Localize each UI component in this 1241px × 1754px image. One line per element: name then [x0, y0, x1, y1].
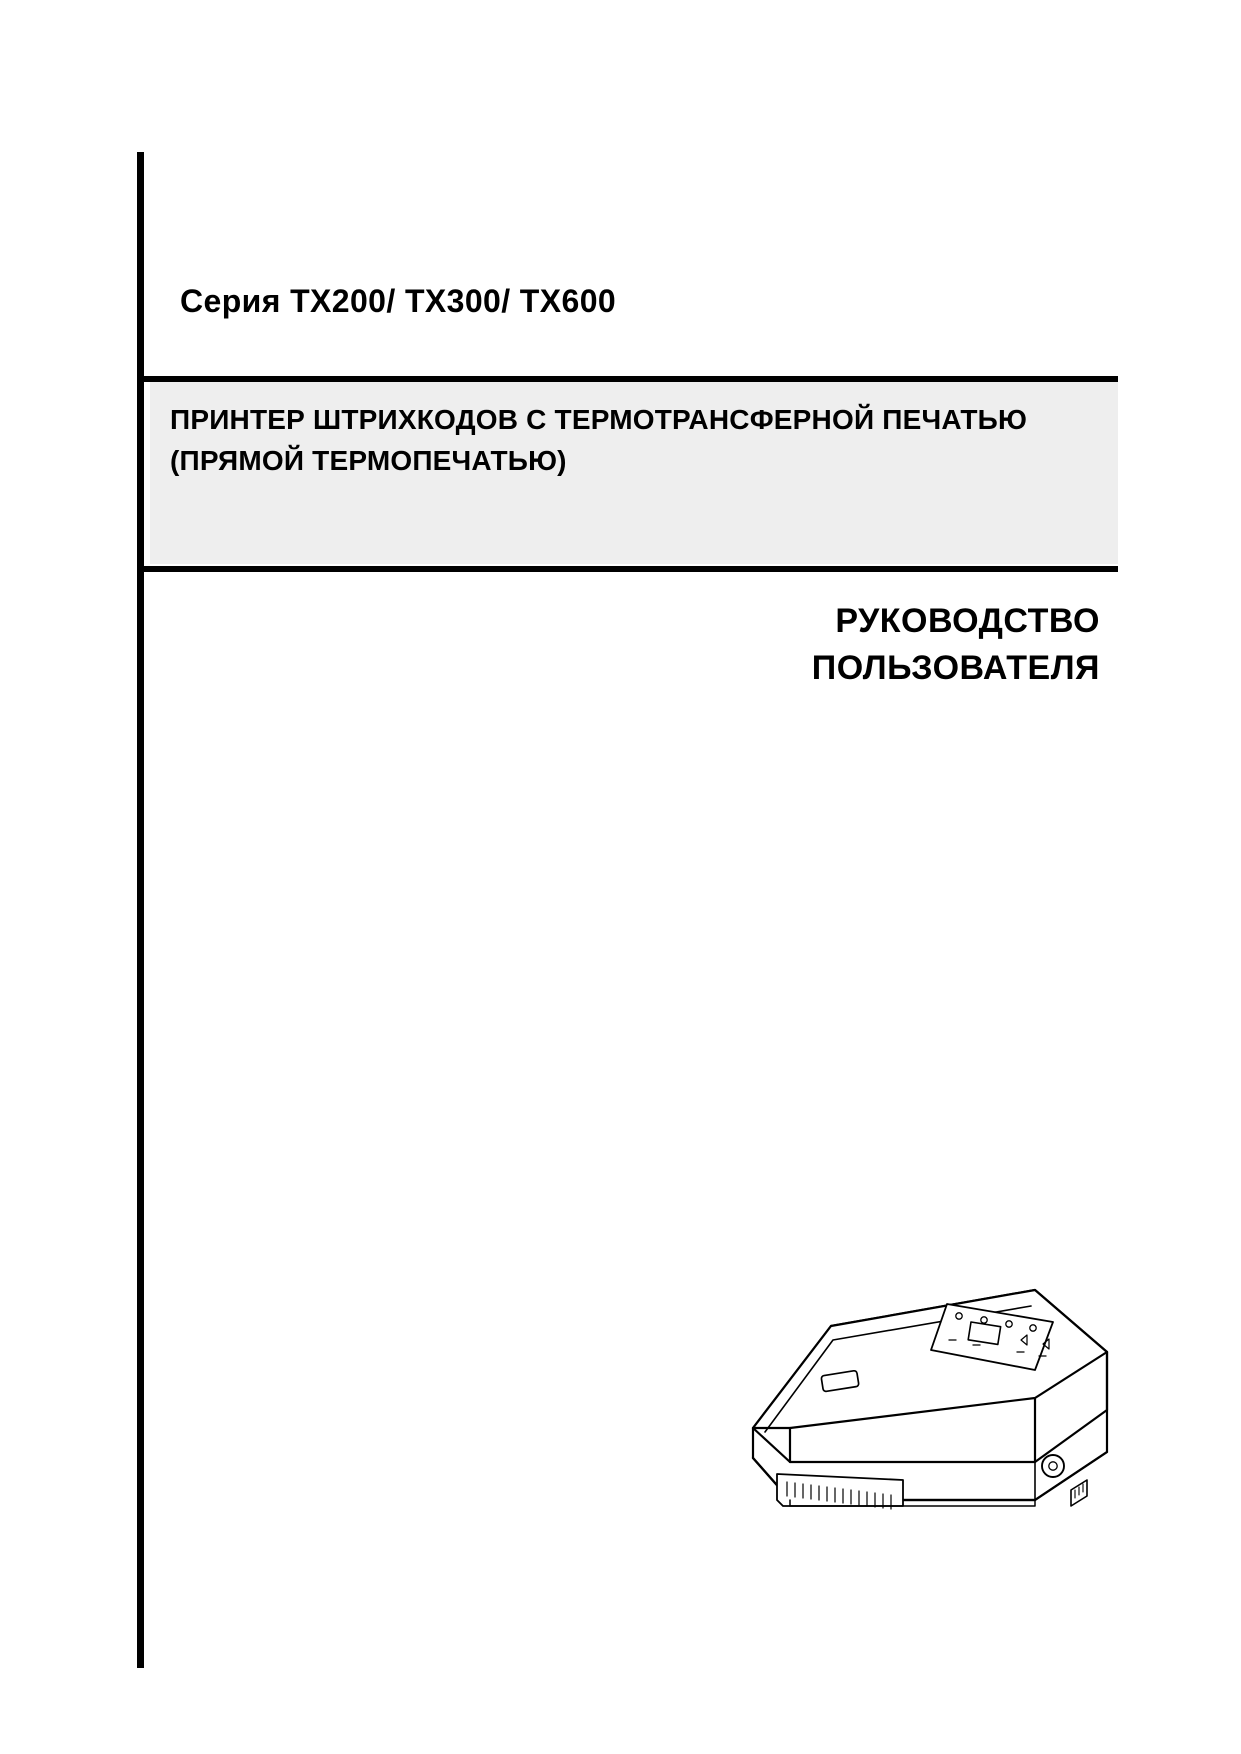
left-vertical-rule: [137, 152, 144, 1668]
product-title: ПРИНТЕР ШТРИХКОДОВ С ТЕРМОТРАНСФЕРНОЙ ПЕЧАТЬЮ (ПРЯМОЙ ТЕРМОПЕЧАТЬЮ): [170, 404, 1028, 476]
series-line: Серия TX200/ TX300/ TX600: [180, 283, 617, 319]
manual-title: [400, 598, 1100, 692]
printer-illustration: [735, 1200, 1125, 1540]
manual-title-line-2: ПОЛЬЗОВАТЕЛЯ: [811, 648, 1100, 687]
manual-title-line-1: РУКОВОДСТВО: [835, 602, 1100, 640]
title-rule-bottom: [144, 566, 1118, 572]
